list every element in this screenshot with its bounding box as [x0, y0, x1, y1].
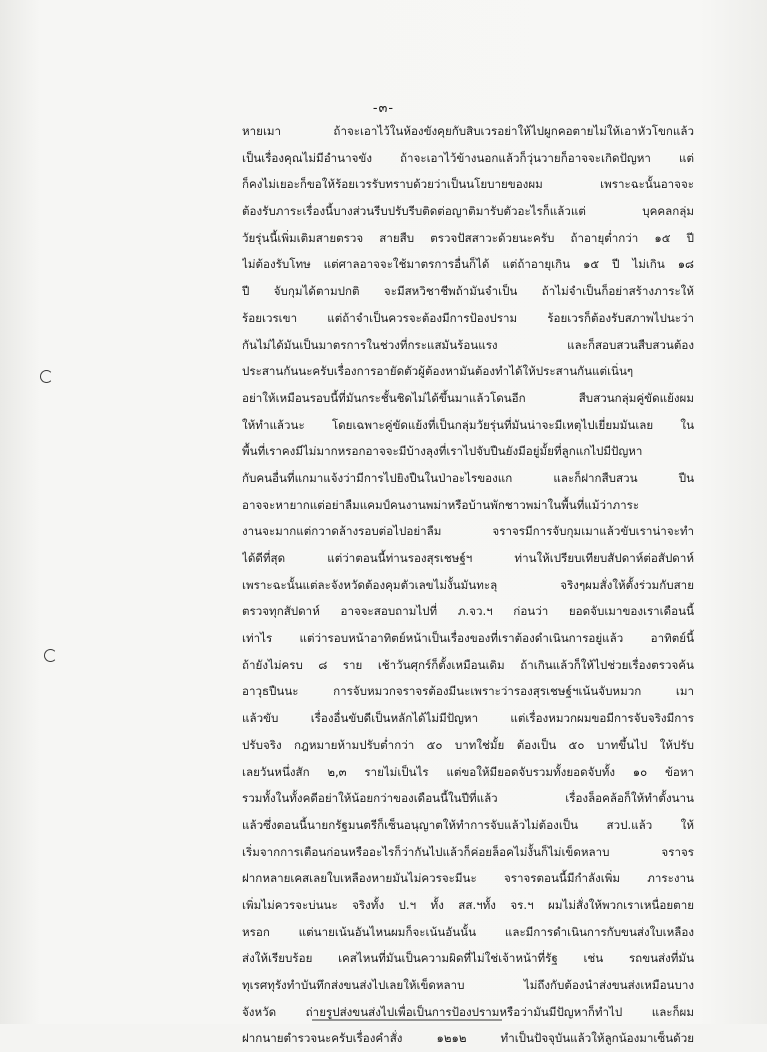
text-line: ถ้ายังไม่ครบ ๘ ราย เช้าวันศุกร์ก็ตั้งเหมือนเดิม ถ้าเกินแล้วก็ให้ไปช่วยเรื่องตรวจค้น: [242, 657, 694, 672]
text-line: ฝากหลายเคสเลยใบเหลืองหายมันไม่ควรจะมีนะ จราจรตอนนี้มีกำลังเพิ่ม ภาระงาน: [242, 871, 694, 886]
binder-hole-mark: [40, 370, 53, 383]
page-number: -๓-: [372, 101, 395, 116]
text-line: หายเมา ถ้าจะเอาไว้ในห้องขังคุยกับสิบเวรอย่าให้ไปผูกคอตายไม่ให้เอาหัวโขกแล้ว: [242, 124, 694, 138]
text-line: ก็คงไม่เยอะก็ขอให้ร้อยเวรรับทราบด้วยว่าเป็นนโยบายของผม เพราะฉะนั้นอาจจะ: [242, 177, 694, 192]
text-line: หรอก แต่นายเน้นอันไหนผมก็จะเน้นอันนั้น และมีการดำเนินการกับขนส่งใบเหลือง: [242, 924, 694, 939]
text-line: ตรวจทุกสัปดาห์ อาจจะสอบถามไปที่ ภ.จว.ฯ ก่อนว่า ยอดจับเมาของเราเดือนนี้: [242, 604, 694, 619]
text-line: ให้ทำแล้วนะ โดยเฉพาะคู่ขัดแย้งที่เป็นกลุ่มวัยรุ่นที่มันน่าจะมีเหตุไปเยี่ยมมันเลย ใน: [242, 417, 694, 432]
text-line: ปี จับกุมได้ตามปกติ จะมีสหวิชาชีพถ้ามันจำเป็น ถ้าไม่จำเป็นก็อย่าสร้างภาระให้: [242, 284, 694, 299]
text-line: เริ่มจากการเตือนก่อนหรืออะไรก็ว่ากันไปแล้วก็ค่อยล็อคไม่งั้นก็ไม่เข็ดหลาบ จราจร: [242, 844, 694, 859]
text-line: ไม่ต้องรับโทษ แต่ศาลอาจจะใช้มาตรการอื่นก็ได้ แต่ถ้าอายุเกิน ๑๕ ปี ไม่เกิน ๑๘: [242, 257, 694, 272]
text-line: งานจะมากแต่กวาดล้างรอบต่อไปอย่าลืม จราจรมีการจับกุมเมาแล้วขับเราน่าจะทำ: [242, 524, 694, 539]
text-line: เพราะฉะนั้นแต่ละจังหวัดต้องคุมตัวเลขไม่งั้นมันทะลุ จริงๆผมสั่งให้ตั้งร่วมกับสาย: [242, 577, 694, 592]
text-line: รวมทั้งในทั้งคดีอย่าให้น้อยกว่าของเดือนนี้ในปีที่แล้ว เรื่องล็อคล้อก็ให้ทำตั้งนาน: [242, 791, 694, 806]
text-line: อย่าให้เหมือนรอบนี้ที่มันกระชั้นชิดไม่ได้ขึ้นมาแล้วโดนอีก สืบสวนกลุ่มคู่ขัดแย้งผม: [242, 390, 694, 405]
text-line: เท่าไร แต่ว่ารอบหน้าอาทิตย์หน้าเป็นเรื่องของที่เราต้องดำเนินการอยู่แล้ว อาทิตย์นี้: [242, 631, 694, 646]
text-line: ปรับจริง กฎหมายห้ามปรับต่ำกว่า ๕๐ บาทใช่มั้ย ต้องเป็น ๕๐ บาทขึ้นไป ให้ปรับ: [242, 737, 694, 752]
text-line: ฝากนายตำรวจนะครับเรื่องคำสั่ง ๑๒๑๒ ทำเป็นปัจจุบันแล้วให้ลูกน้องมาเซ็นด้วย: [242, 1031, 694, 1046]
bottom-edge-mark: [312, 1019, 502, 1021]
text-line: ร้อยเวรเขา แต่ถ้าจำเป็นควรจะต้องมีการป้องปราม ร้อยเวรก็ต้องรับสภาพไปนะว่า: [242, 310, 694, 325]
text-line: จังหวัด ถ่ายรูปส่งขนส่งไปเพื่อเป็นการป้องปรามหรือว่ามันมีปัญหาก็ทำไป และก็ผม: [242, 1004, 694, 1019]
text-line: ได้ดีที่สุด แต่ว่าตอนนี้ท่านรองสุรเชษฐ์ฯ ท่านให้เปรียบเทียบสัปดาห์ต่อสัปดาห์: [242, 551, 694, 565]
text-line: ประสานกันนะครับเรื่องการอายัดตัวผู้ต้องหามันต้องทำได้ให้ประสานกันแต่เนิ่นๆ: [242, 364, 634, 379]
text-line: ทุเรศทุรังทำบันทึกส่งขนส่งไปเลยให้เข็ดหลาบ ไม่ถึงกับต้องนำส่งขนส่งเหมือนบาง: [242, 978, 694, 992]
text-line: วัยรุ่นนี้เพิ่มเติมสายตรวจ สายสืบ ตรวจปัสสาวะด้วยนะครับ ถ้าอายุต่ำกว่า ๑๕ ปี: [242, 230, 694, 245]
text-line: เพิ่มไม่ควรจะบ่นนะ จริงทั้ง ป.ฯ ทั้ง สส.ฯทั้ง จร.ฯ ผมไม่สั่งให้พวกเราเหนื่อยตาย: [242, 897, 694, 912]
text-line: กับคนอื่นที่แกมาแจ้งว่ามีการไปยิงปืนในป่าอะไรของแก และก็ฝากสืบสวน ปืน: [242, 470, 694, 485]
text-line: พื้นที่เราคงมีไม่มากหรอกอาจจะมีบ้างลุงที่เราไปจับปืนยังมีอยู่มั้ยที่ลูกแกไปมีปัญหา: [242, 444, 643, 459]
text-line: แล้วซึ่งตอนนี้นายกรัฐมนตรีก็เซ็นอนุญาตให้ทำการจับแล้วไม่ต้องเป็น สวป.แล้ว ให้: [242, 817, 694, 832]
text-line: ต้องรับภาระเรื่องนี้บางส่วนรีบปรับรีบติดต่อญาติมารับตัวอะไรก็แล้วแต่ บุคคลกลุ่ม: [242, 204, 694, 219]
text-line: อาจจะหายากแต่อย่าลืมแคมป์คนงานพม่าหรือบ้านพักชาวพม่าในพื้นที่แม้ว่าภาระ: [242, 497, 640, 512]
binder-hole-mark: [44, 649, 57, 662]
text-line: เป็นเรื่องคุณไม่มีอำนาจขัง ถ้าจะเอาไว้ข้างนอกแล้วก็วุ่นวายก็อาจจะเกิดปัญหา แต่: [242, 150, 694, 165]
text-line: ส่งให้เรียบร้อย เคสไหนที่มันเป็นความผิดที่ไม่ใช่เจ้าหน้าที่รัฐ เช่น รถขนส่งที่มัน: [242, 951, 694, 966]
text-line: เลยวันหนึ่งสัก ๒,๓ รายไม่เป็นไร แต่ขอให้มียอดจับรวมทั้งยอดจับทั้ง ๑๐ ข้อหา: [242, 764, 694, 779]
text-line: กันไม่ได้มันเป็นมาตรการในช่วงที่กระแสมันร้อนแรง และก็สอบสวนสืบสวนต้อง: [242, 337, 694, 352]
text-line: อาวุธปืนนะ การจับหมวกจราจรต้องมีนะเพราะว่ารองสุรเชษฐ์ฯเน้นจับหมวก เมา: [242, 684, 694, 699]
body-text: [242, 118, 694, 1052]
text-line: แล้วขับ เรื่องอื่นขับดีเป็นหลักได้ไม่มีปัญหา แต่เรื่องหมวกผมขอมีการจับจริงมีการ: [242, 711, 694, 726]
